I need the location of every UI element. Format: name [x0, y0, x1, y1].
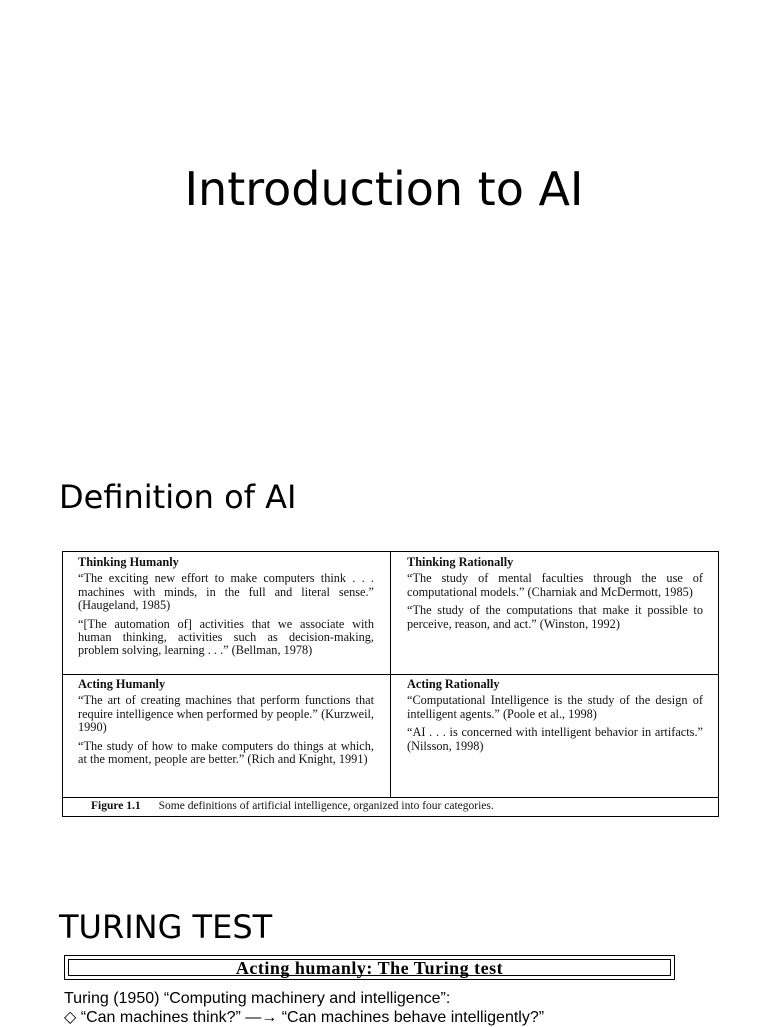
cell-quote: “[The automation of] activities that we associate with human thinking, activities such as decision-making, problem solving, learning . . .” (Bellman, 1978) — [78, 616, 374, 658]
cell-heading: Thinking Humanly — [78, 555, 179, 569]
cell-quote: “The study of how to make computers do things at which, at the moment, people are better.” (Rich and Knight, 1991) — [78, 738, 374, 767]
cell-heading: Acting Rationally — [407, 677, 500, 691]
cell-thinking-humanly — [78, 556, 374, 663]
figure-caption — [91, 800, 494, 813]
section-heading-turing: TURING TEST — [59, 908, 273, 946]
table-divider-caption — [63, 797, 718, 798]
page-title: Introduction to AI — [184, 162, 584, 216]
cell-thinking-rationally — [407, 556, 703, 636]
cell-quote: “The study of the computations that make it possible to perceive, reason, and act.” (Winston, 1992) — [407, 603, 703, 631]
figure-caption-label: Figure 1.1 — [91, 800, 141, 812]
cell-acting-humanly — [78, 678, 374, 771]
table-divider-middle — [63, 674, 718, 675]
cell-quote: “The art of creating machines that perform functions that require intelligence when performed by people.” (Kurzweil, 1990) — [78, 693, 374, 735]
turing-title: Acting humanly: The Turing test — [68, 959, 671, 976]
cell-quote: “Computational Intelligence is the study of the design of intelligent agents.” (Poole et al., 1998) — [407, 693, 703, 721]
turing-text-line: Turing (1950) “Computing machinery and intelligence”: — [64, 990, 451, 1007]
cell-quote: “AI . . . is concerned with intelligent behavior in artifacts.” (Nilsson, 1998) — [407, 725, 703, 753]
cell-quote: “The exciting new effort to make computers think . . . machines with minds, in the full and literal sense.” (Haugeland, 1985) — [78, 571, 374, 613]
definitions-figure — [62, 551, 719, 817]
cell-acting-rationally — [407, 678, 703, 758]
turing-title-box — [64, 955, 675, 980]
turing-text-line: ◇ “Can machines think?” —→ “Can machines behave intelligently?” — [64, 1009, 545, 1026]
section-heading-definition: Definition of AI — [59, 478, 297, 516]
cell-heading: Acting Humanly — [78, 677, 166, 691]
cell-quote: “The study of mental faculties through the use of computational models.” (Charniak and McDermott, 1985) — [407, 571, 703, 599]
cell-heading: Thinking Rationally — [407, 555, 514, 569]
figure-caption-text: Some definitions of artificial intelligence, organized into four categories. — [158, 800, 494, 812]
